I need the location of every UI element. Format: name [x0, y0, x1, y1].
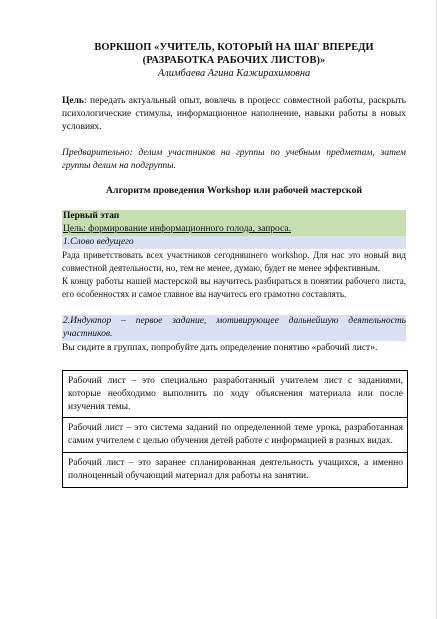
goal-paragraph — [62, 95, 406, 134]
definition-row-1: Рабочий лист – это специально разработанный учителем лист с заданиями, которые необходимо выполнить по ходу объяснения материала или после изучения темы. — [63, 371, 407, 418]
goal-label: Цель — [62, 96, 84, 106]
algorithm-heading: Алгоритм проведения Workshop или рабочей мастерской — [105, 185, 363, 196]
stage-goal: Цель: формирование информационного голода, запроса. — [62, 223, 406, 236]
document-title — [62, 41, 406, 67]
author-name: Алимбаева Агина Кажирахимовна — [157, 68, 311, 79]
step1-paragraph-2: К концу работы нашей мастерской вы научитесь разбираться в понятии рабочего листа, его особенностях и самое главное вы научитесь его грамотно составлять. — [62, 276, 406, 299]
definitions-table — [62, 370, 408, 488]
title-line-2: (РАЗРАБОТКА РАБОЧИХ ЛИСТОВ)» — [142, 55, 326, 66]
goal-text: : передать актуальный опыт, вовлечь в процесс совместной работы, раскрыть психологические стимулы, информационное наполнение, навыки работы в новых условиях. — [62, 96, 406, 132]
definition-row-2: Рабочий лист – это система заданий по определенной теме урока, разработанная самим учителем с целью обучения детей работе с информацией в разных видах. — [63, 418, 407, 453]
step1-paragraph-1: Рада приветствовать всех участников сегодняшнего workshop. Для нас это новый вид совместной деятельности, но, тем не менее, думаю, будет не менее эффективным. — [62, 250, 406, 273]
step2-text: Вы сидите в группах, попробуйте дать определение понятию «рабочий лист». — [62, 343, 378, 353]
step1-title: 1.Слово ведущего — [62, 236, 406, 249]
preliminary-note: Предварительно: делим участников на группы по учебным предметам, затем группы делим на подгруппы. — [62, 148, 406, 171]
definition-row-3: Рабочий лист – это заранее спланированная деятельность учащихся, а именно полноценный обучающий материал для работы на занятии. — [68, 457, 403, 481]
step2-title: 2.Индуктор – первое задание, мотивирующее дальнейшую деятельность участников. — [63, 316, 406, 339]
stage-title: Первый этап — [62, 210, 406, 223]
title-line-1: ВОРКШОП «УЧИТЕЛЬ, КОТОРЫЙ НА ШАГ ВПЕРЕДИ — [94, 42, 374, 53]
